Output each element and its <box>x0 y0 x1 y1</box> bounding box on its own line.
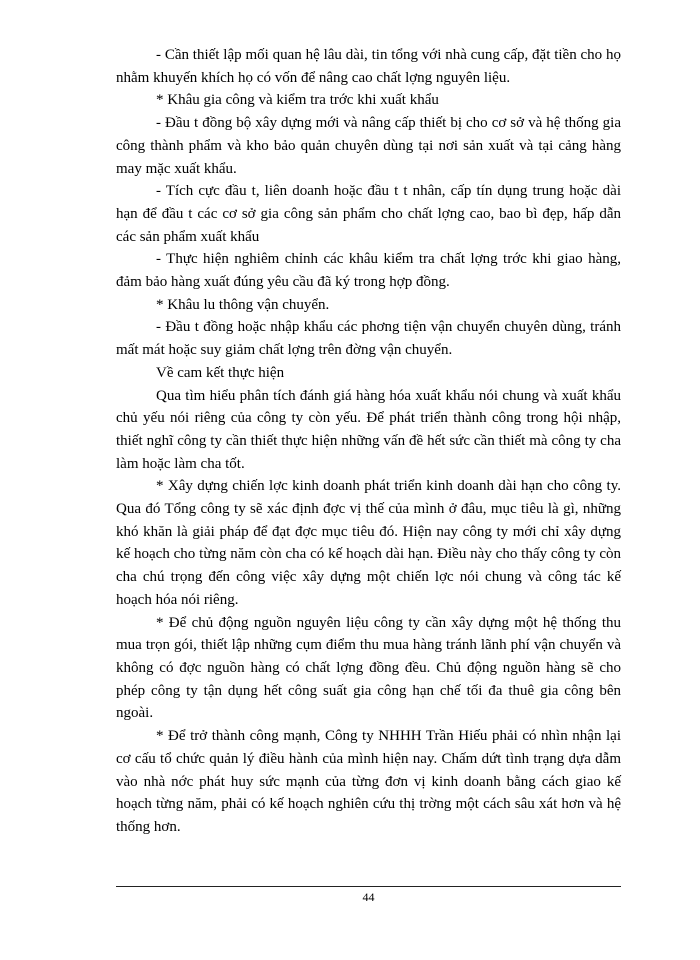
paragraph: * Để chủ động nguồn nguyên liệu công ty cần xây dựng một hệ thống thu mua trọn gói, thiết lập những cụm điểm thu mua hàng tránh lãnh phí vận chuyển và không có đợc nguồn hàng có chất lợng đồng đều. Chủ động nguồn hàng sẽ cho phép công ty tận dụng hết công suất gia công hạn chế tối đa thuê gia công bên ngoài. <box>116 614 621 722</box>
paragraph: - Thực hiện nghiêm chỉnh các khâu kiểm tra chất lợng trớc khi giao hàng, đảm bảo hàng xuất đúng yêu cầu đã ký trong hợp đồng. <box>116 251 621 291</box>
paragraph: * Để trở thành công mạnh, Công ty NHHH Trần Hiếu phải có nhìn nhận lại cơ cấu tổ chức quản lý điều hành của mình hiện nay. Chấm dứt tình trạng dựa dẫm vào nhà nớc phát huy sức mạnh của từng đơn vị kinh doanh bằng cách giao kế hoạch từng năm, phải có kế hoạch nghiên cứu thị trờng một cách sâu xát hơn và hệ thống hơn. <box>116 728 621 835</box>
section-heading: Về cam kết thực hiện <box>156 364 285 381</box>
footer-rule <box>116 886 621 887</box>
paragraph: - Đầu t đồng bộ xây dựng mới và nâng cấp thiết bị cho cơ sở và hệ thống gia công thành phẩm và kho bảo quản chuyên dùng tại nơi sản xuất và tại cảng hàng may mặc xuất khẩu. <box>116 115 621 177</box>
paragraph: Qua tìm hiểu phân tích đánh giá hàng hóa xuất khẩu nói chung và xuất khẩu chủ yếu nói riêng của công ty còn yếu. Để phát triển thành công trong hội nhập, thiết nghĩ công ty cần thiết thực hiện những vấn đề hết sức cần thiết mà công ty cha làm hoặc làm cha tốt. <box>116 387 621 472</box>
page-body <box>116 44 621 839</box>
paragraph: * Xây dựng chiến lợc kinh doanh phát triển kinh doanh dài hạn cho công ty. Qua đó Tổng công ty sẽ xác định đợc vị thế của mình ở đâu, mục tiêu là gì, những khó khăn là giải pháp để đạt đợc mục tiêu đó. Hiện nay công ty mới chỉ xây dựng kế hoạch cho từng năm còn cha có kế hoạch dài hạn. Điều này cho thấy công ty còn cha chú trọng đến công việc xây dựng một chiến lợc nói chung và công tác kế hoạch hóa nói riêng. <box>116 478 621 608</box>
paragraph: - Cần thiết lập mối quan hệ lâu dài, tin tổng với nhà cung cấp, đặt tiền cho họ nhằm khuyến khích họ có vốn để nâng cao chất lợng nguyên liệu. <box>116 47 621 86</box>
page-number: 44 <box>362 890 375 904</box>
paragraph: - Đầu t đồng hoặc nhập khẩu các phơng tiện vận chuyển chuyên dùng, tránh mất mát hoặc suy giảm chất lợng trên đờng vận chuyển. <box>116 319 621 359</box>
paragraph: - Tích cực đầu t, liên doanh hoặc đầu t t nhân, cấp tín dụng trung hoặc dài hạn để đầu t các cơ sở gia công sản phẩm cho chất lợng cao, bao bì đẹp, hấp dẫn các sản phẩm xuất khẩu <box>116 183 621 245</box>
paragraph: * Khâu lu thông vận chuyển. <box>156 296 330 313</box>
paragraph: * Khâu gia công và kiểm tra trớc khi xuất khẩu <box>156 92 439 109</box>
